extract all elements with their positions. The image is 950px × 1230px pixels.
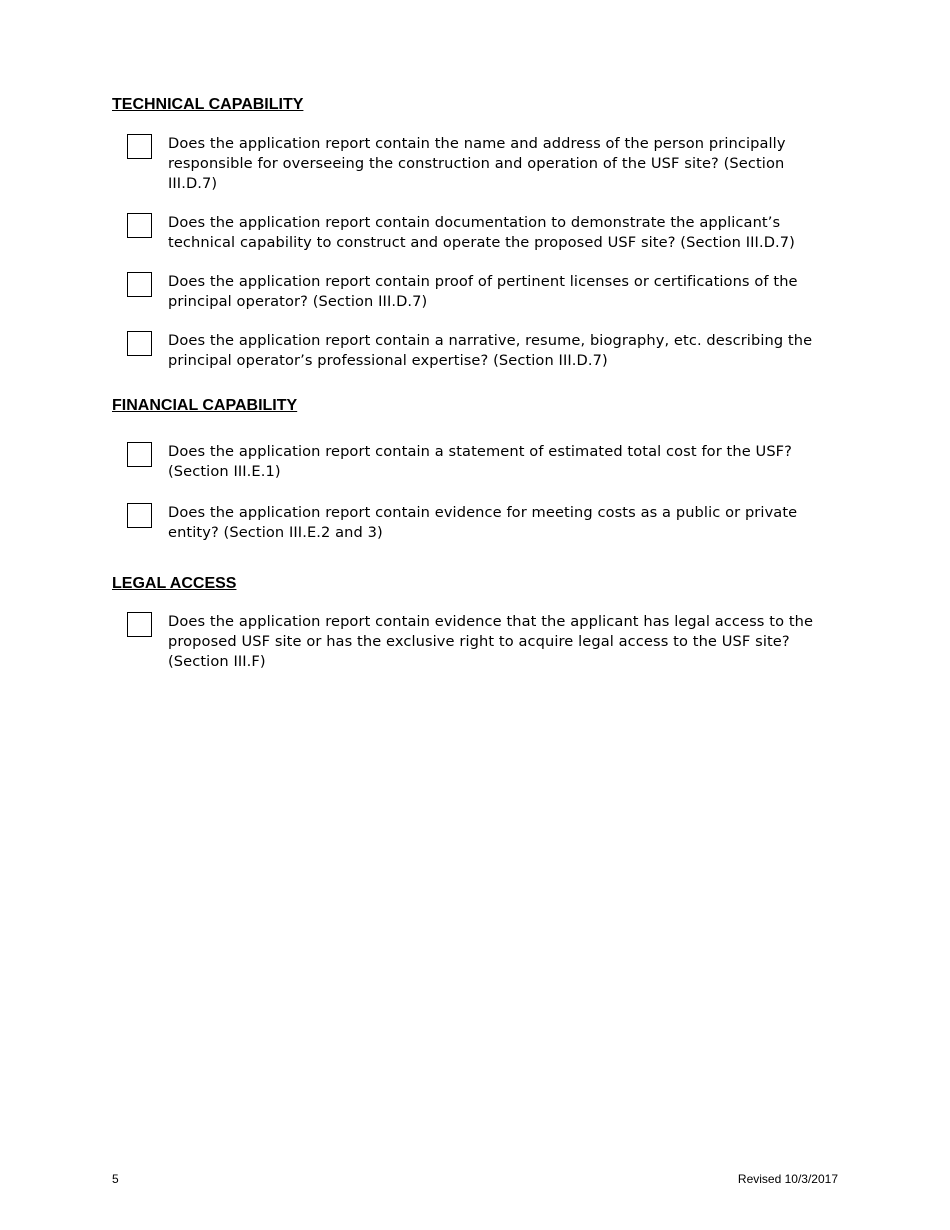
section-title: TECHNICAL CAPABILITY: [112, 96, 304, 113]
section-financial-capability: [112, 397, 832, 543]
checklist-item-text: Does the application report contain evidence for meeting costs as a public or private entity? (Section III.E.2 and 3): [168, 504, 798, 541]
section-legal-access: [112, 575, 832, 672]
checkbox[interactable]: [127, 503, 152, 528]
section-title: LEGAL ACCESS: [112, 575, 237, 592]
checklist-item-text: Does the application report contain a statement of estimated total cost for the USF? (Section III.E.1): [168, 443, 793, 480]
checklist-item-text: Does the application report contain proof of pertinent licenses or certifications of the principal operator? (Section III.D.7): [168, 273, 798, 310]
checklist-item: [127, 503, 832, 543]
checklist-item: [127, 213, 832, 253]
checkbox[interactable]: [127, 612, 152, 637]
checklist-item: [127, 612, 832, 672]
page-number: 5: [112, 1172, 119, 1186]
section-technical-capability: [112, 96, 832, 371]
checklist-item: [127, 134, 832, 194]
checklist-item: [127, 442, 832, 482]
checkbox[interactable]: [127, 213, 152, 238]
checklist-item-text: Does the application report contain a narrative, resume, biography, etc. describing the principal operator’s professional expertise? (Section III.D.7): [168, 332, 813, 369]
checkbox[interactable]: [127, 272, 152, 297]
checklist-item: [127, 331, 832, 371]
checkbox[interactable]: [127, 442, 152, 467]
checklist-item-text: Does the application report contain documentation to demonstrate the applicant’s technical capability to construct and operate the proposed USF site? (Section III.D.7): [168, 214, 795, 251]
revision-date: Revised 10/3/2017: [737, 1172, 838, 1186]
checklist-item: [127, 272, 832, 312]
checkbox[interactable]: [127, 331, 152, 356]
checklist-item-text: Does the application report contain the name and address of the person principally responsible for overseeing the construction and operation of the USF site? (Section III.D.7): [168, 135, 786, 192]
checklist-item-text: Does the application report contain evidence that the applicant has legal access to the proposed USF site or has the exclusive right to acquire legal access to the USF site? (Section III.F): [168, 613, 814, 670]
checkbox[interactable]: [127, 134, 152, 159]
section-title: FINANCIAL CAPABILITY: [112, 397, 298, 414]
